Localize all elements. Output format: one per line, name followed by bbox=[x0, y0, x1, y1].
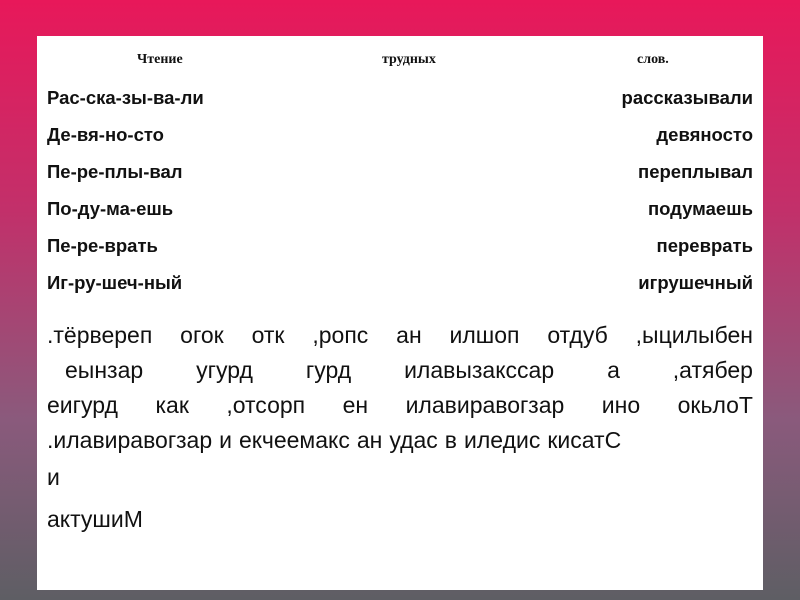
whole-word: переплывал bbox=[638, 161, 753, 182]
paragraph-line-1 bbox=[47, 318, 753, 353]
heading-word-1: Чтение bbox=[137, 52, 183, 67]
reversed-paragraph bbox=[47, 318, 753, 458]
paragraph-word: илавызакссар bbox=[404, 357, 555, 383]
heading bbox=[37, 52, 763, 72]
paragraph-word: ,ропс bbox=[312, 322, 369, 348]
syllable-split: Пе-ре-врать bbox=[47, 235, 158, 256]
paragraph-word: окьлоТ bbox=[677, 392, 753, 418]
paragraph-orphan-word: и bbox=[47, 464, 60, 490]
paragraph-word: илшоп bbox=[449, 322, 520, 348]
syllable-split: Пе-ре-плы-вал bbox=[47, 161, 183, 182]
paragraph-line-3 bbox=[47, 388, 753, 423]
paragraph-word: гурд bbox=[305, 357, 352, 383]
paragraph-word: огок bbox=[180, 322, 224, 348]
word-row bbox=[47, 124, 753, 161]
paragraph-word: и bbox=[219, 427, 232, 453]
word-row bbox=[47, 87, 753, 124]
paragraph-word: ино bbox=[601, 392, 641, 418]
paragraph-word: удас bbox=[389, 427, 438, 453]
whole-word: подумаешь bbox=[647, 198, 753, 219]
word-row bbox=[47, 272, 753, 309]
heading-word-3: слов. bbox=[637, 52, 669, 67]
paragraph-word: иледис bbox=[464, 427, 541, 453]
paragraph-last-line: актушиМ bbox=[47, 506, 143, 532]
syllable-split: Де-вя-но-сто bbox=[47, 124, 164, 145]
word-list bbox=[47, 87, 753, 309]
paragraph-word: кисатС bbox=[547, 427, 622, 453]
syllable-split: Рас-ска-зы-ва-ли bbox=[47, 87, 204, 108]
paragraph-word: ан bbox=[356, 427, 383, 453]
heading-word-2: трудных bbox=[382, 52, 436, 67]
paragraph-word: ,атябер bbox=[672, 357, 753, 383]
paragraph-word: как bbox=[155, 392, 189, 418]
whole-word: рассказывали bbox=[621, 87, 753, 108]
paragraph-word: угурд bbox=[196, 357, 253, 383]
paragraph-line-4 bbox=[47, 423, 753, 458]
word-row bbox=[47, 161, 753, 198]
paragraph-word: екчеемакс bbox=[238, 427, 350, 453]
syllable-split: Иг-ру-шеч-ный bbox=[47, 272, 183, 293]
paragraph-word: отк bbox=[251, 322, 285, 348]
word-row bbox=[47, 235, 753, 272]
paragraph-word: ,ыцилыбен bbox=[635, 322, 753, 348]
paragraph-word: еигурд bbox=[47, 392, 118, 418]
whole-word: игрушечный bbox=[638, 272, 753, 293]
paragraph-word: илавиравогзар bbox=[405, 392, 565, 418]
whole-word: девяносто bbox=[656, 124, 753, 145]
paragraph-word: отдуб bbox=[547, 322, 608, 348]
whole-word: переврать bbox=[656, 235, 753, 256]
slide bbox=[37, 36, 763, 590]
paragraph-word: а bbox=[607, 357, 620, 383]
paragraph-line-2 bbox=[47, 353, 753, 388]
paragraph-word: .тёрвереп bbox=[47, 322, 153, 348]
paragraph-word: ен bbox=[342, 392, 369, 418]
paragraph-word: в bbox=[444, 427, 458, 453]
paragraph-word: ан bbox=[396, 322, 422, 348]
word-row bbox=[47, 198, 753, 235]
paragraph-word: .илавиравогзар bbox=[47, 427, 213, 453]
paragraph-word: еынзар bbox=[65, 357, 144, 383]
paragraph-word: ,отсорп bbox=[226, 392, 306, 418]
syllable-split: По-ду-ма-ешь bbox=[47, 198, 174, 219]
